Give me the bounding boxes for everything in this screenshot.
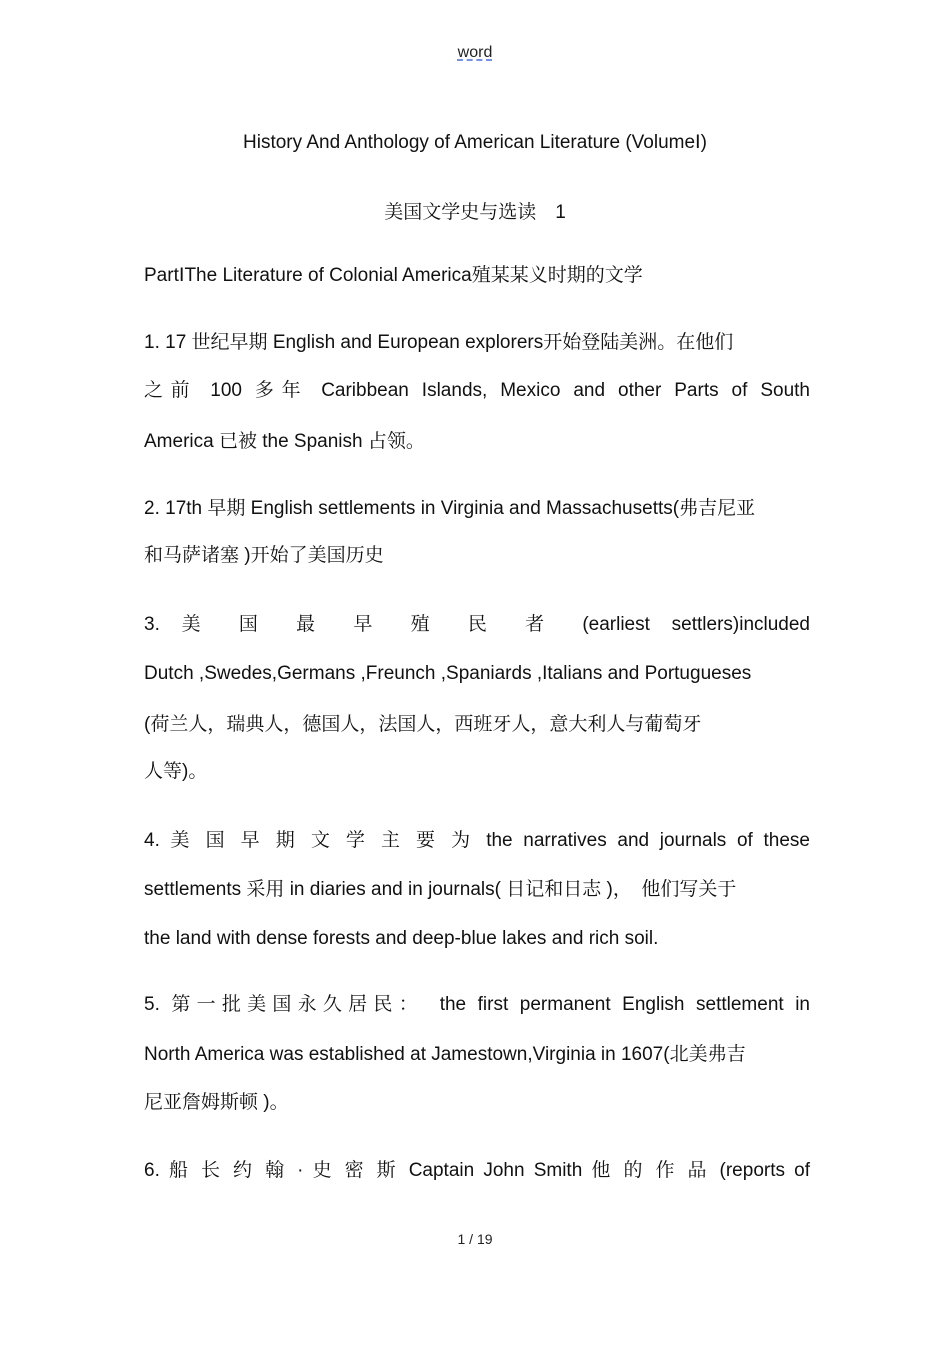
page-header: [0, 44, 950, 62]
paragraph-line: 4. 美 国 早 期 文 学 主 要 为 the narratives and journals of these: [144, 830, 810, 851]
paragraph-line: North America was established at Jamestown,Virginia in 1607(北美弗吉: [144, 1044, 746, 1065]
paragraph-line: (荷兰人，瑞典人，德国人，法国人，西班牙人，意大利人与葡萄牙: [144, 714, 702, 735]
header-label: word: [457, 44, 493, 61]
paragraph-line: 尼亚詹姆斯顿 )。: [144, 1092, 289, 1113]
page-number: 1 / 19: [457, 1231, 493, 1247]
paragraph-line: 5. 第一批美国永久居民： the first permanent English settlement in: [144, 994, 810, 1015]
document-subtitle: 美国文学史与选读 1: [384, 202, 566, 223]
paragraph-line: 之前 100 多年 Caribbean Islands, Mexico and other Parts of South: [144, 380, 810, 401]
paragraph-line: the land with dense forests and deep-blue lakes and rich soil.: [144, 928, 659, 949]
paragraph-line: 和马萨诸塞 )开始了美国历史: [144, 545, 384, 566]
paragraph-line: America 已被 the Spanish 占领。: [144, 431, 425, 452]
paragraph-line: settlements 采用 in diaries and in journals( 日记和日志 )， 他们写关于: [144, 879, 737, 900]
paragraph-line: 6. 船 长 约 翰 · 史 密 斯 Captain John Smith 他 的 作 品 (reports of: [144, 1160, 810, 1181]
paragraph-line: 2. 17th 早期 English settlements in Virginia and Massachusetts(弗吉尼亚: [144, 498, 756, 519]
paragraph-line: 3. 美 国 最 早 殖 民 者 (earliest settlers)included: [144, 614, 810, 635]
document-title: History And Anthology of American Literature (VolumeⅠ): [243, 132, 707, 153]
paragraph-line: Dutch ,Swedes,Germans ,Freunch ,Spaniards ,Italians and Portugueses: [144, 663, 752, 684]
paragraph-line: 1. 17 世纪早期 English and European explorers开始登陆美洲。在他们: [144, 332, 734, 353]
part-heading: PartⅠThe Literature of Colonial America殖某某义时期的文学: [144, 265, 643, 286]
paragraph-line: 人等)。: [144, 761, 208, 782]
